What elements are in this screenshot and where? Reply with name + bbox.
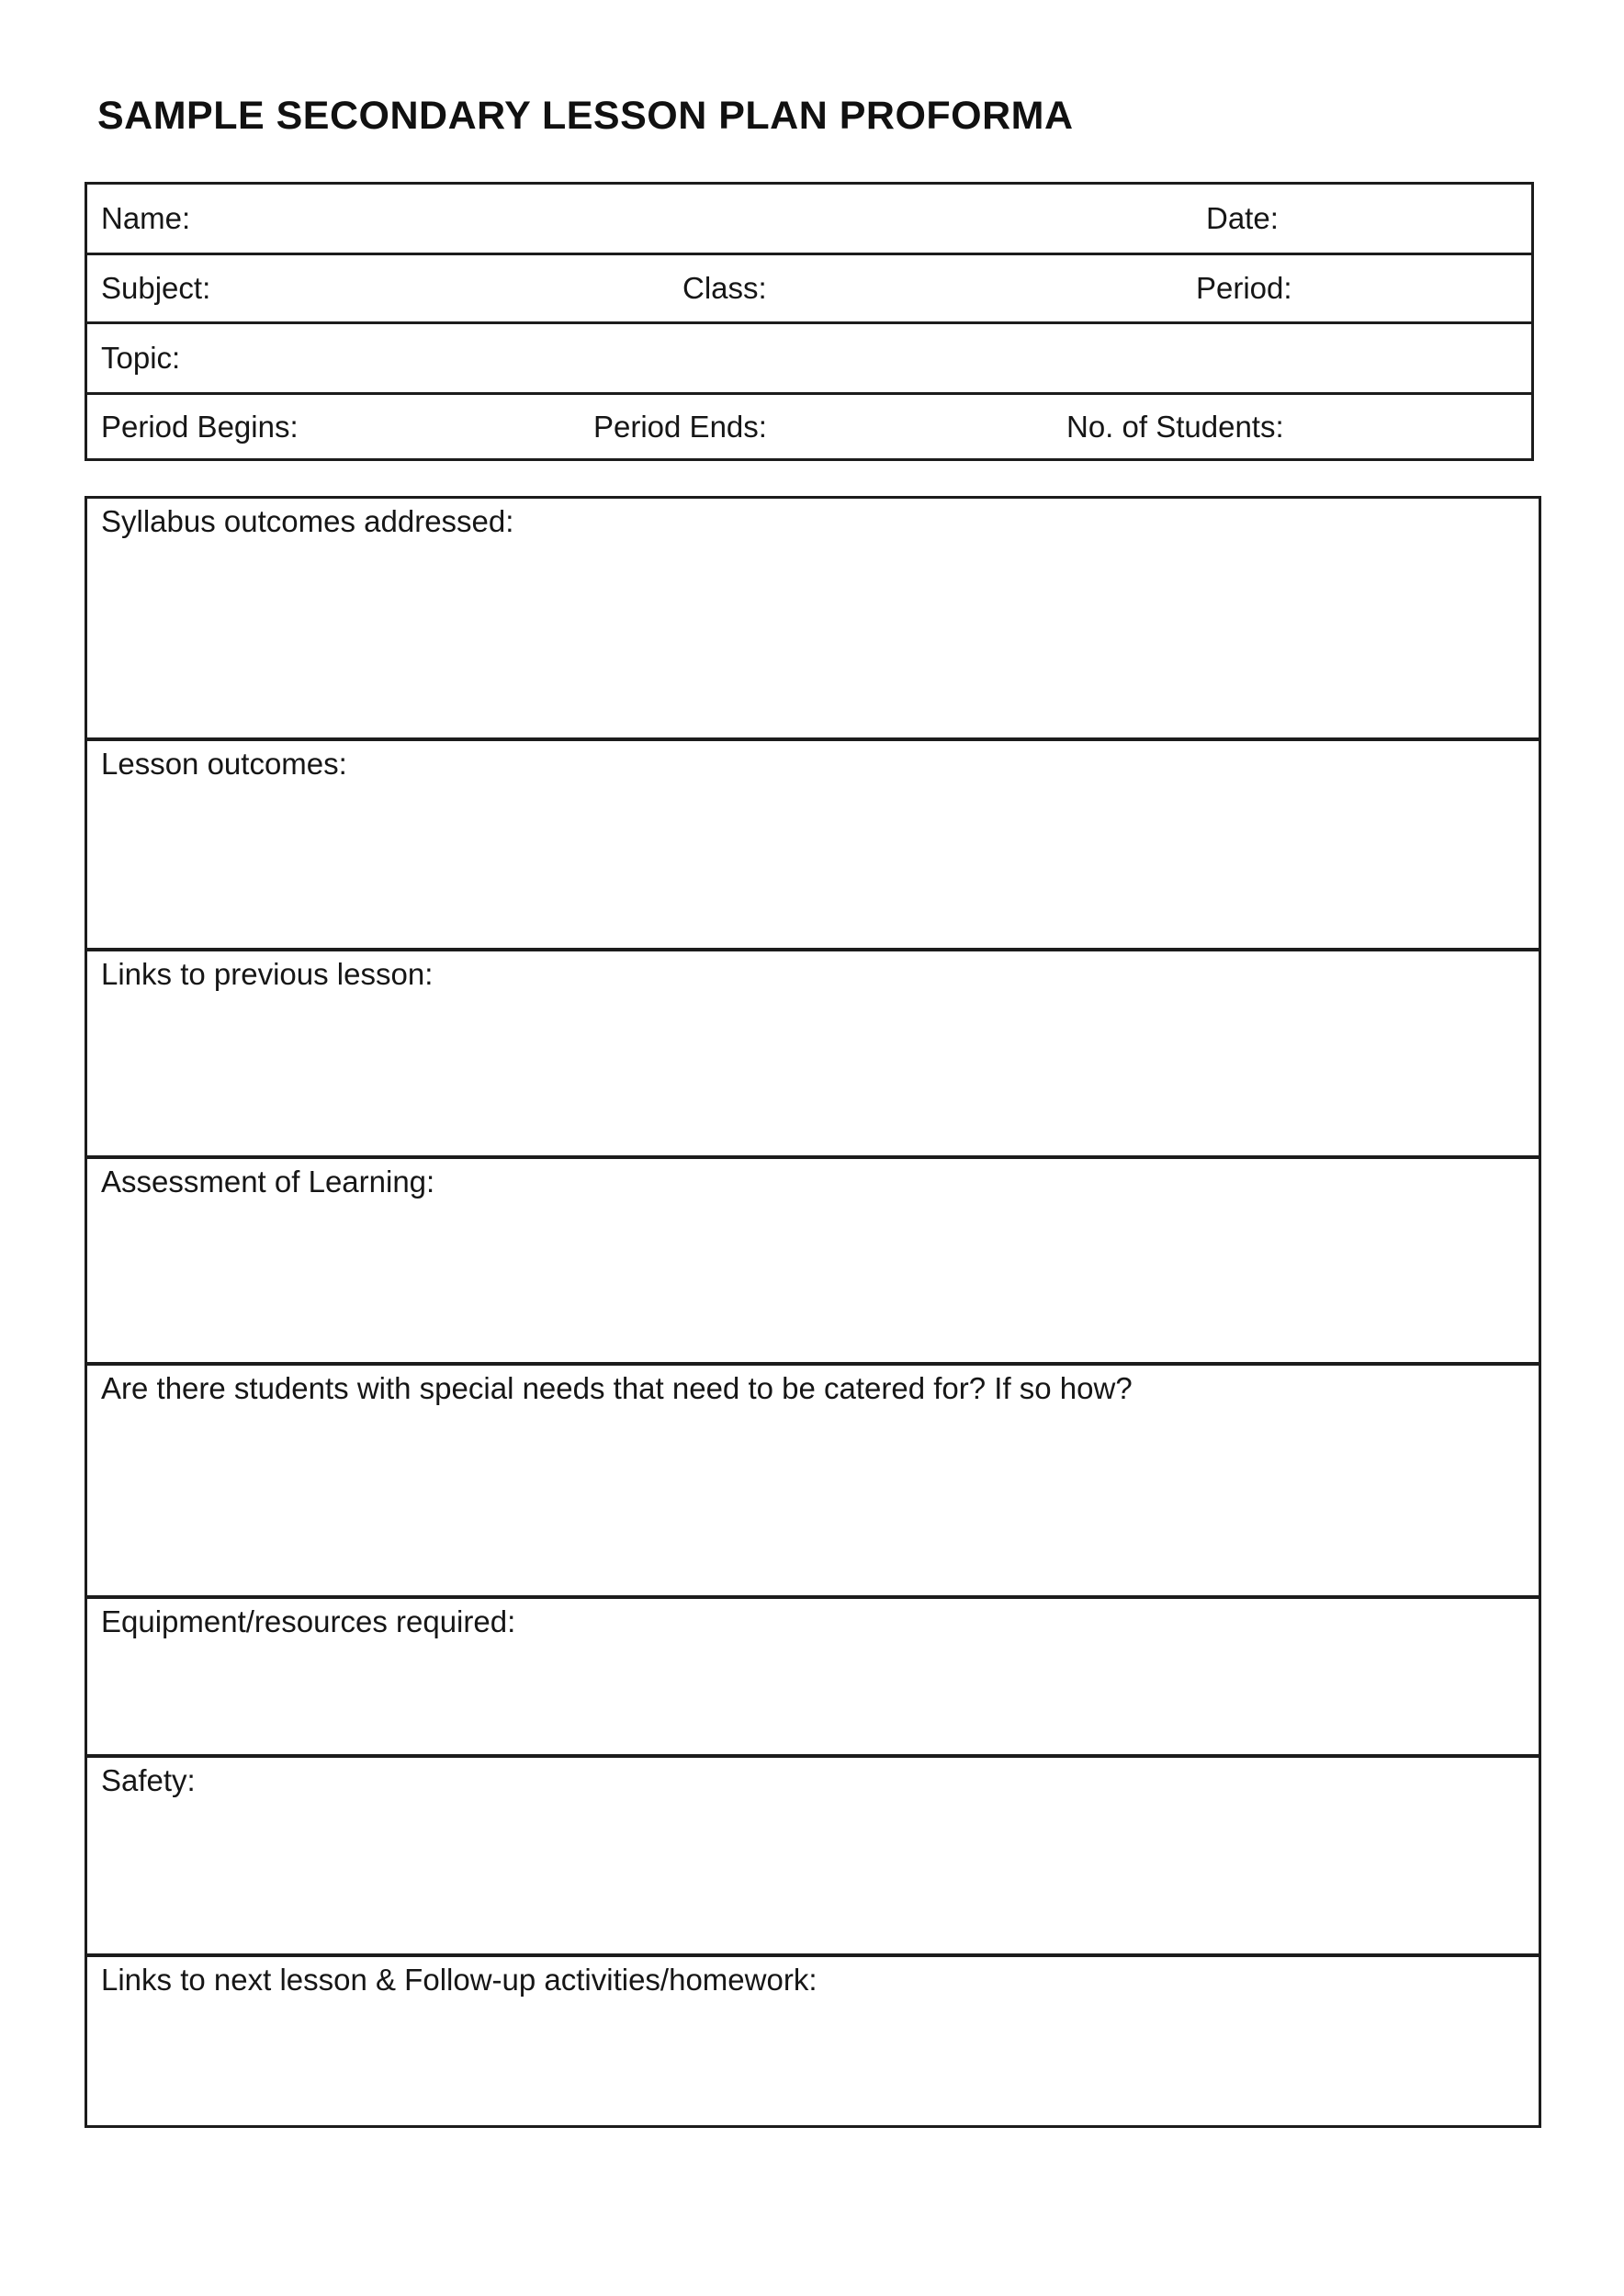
header-row-subject-class-period	[87, 253, 1531, 321]
num-students-label: No. of Students:	[1066, 409, 1284, 444]
equipment-resources-label: Equipment/resources required:	[101, 1604, 516, 1638]
links-previous-lesson-field[interactable]	[95, 999, 1531, 1148]
name-label: Name:	[101, 201, 191, 235]
sections-table	[85, 496, 1541, 2128]
header-table	[85, 182, 1534, 461]
section-syllabus-outcomes	[87, 499, 1539, 737]
lesson-outcomes-field[interactable]	[95, 789, 1531, 940]
links-previous-lesson-label: Links to previous lesson:	[101, 957, 434, 991]
date-label: Date:	[1206, 201, 1279, 235]
lesson-outcomes-label: Lesson outcomes:	[101, 747, 347, 781]
syllabus-outcomes-label: Syllabus outcomes addressed:	[101, 504, 514, 538]
special-needs-field[interactable]	[95, 1413, 1531, 1588]
period-begins-label: Period Begins:	[101, 409, 299, 444]
period-ends-label: Period Ends:	[593, 409, 767, 444]
section-assessment-of-learning	[87, 1155, 1539, 1362]
section-links-previous-lesson	[87, 948, 1539, 1155]
section-special-needs	[87, 1362, 1539, 1595]
topic-label: Topic:	[101, 341, 181, 375]
assessment-of-learning-field[interactable]	[95, 1207, 1531, 1355]
header-row-topic	[87, 321, 1531, 392]
section-lesson-outcomes	[87, 737, 1539, 948]
page-title: SAMPLE SECONDARY LESSON PLAN PROFORMA	[97, 94, 1074, 138]
subject-label: Subject:	[101, 271, 211, 305]
header-row-period-students	[87, 392, 1531, 458]
num-students-field[interactable]	[1293, 400, 1525, 453]
period-begins-field[interactable]	[308, 400, 583, 453]
assessment-of-learning-label: Assessment of Learning:	[101, 1165, 435, 1199]
period-field[interactable]	[1302, 261, 1525, 316]
section-links-next-lesson	[87, 1953, 1539, 2125]
class-field[interactable]	[776, 261, 1185, 316]
class-label: Class:	[682, 271, 767, 305]
name-field[interactable]	[202, 190, 1190, 247]
topic-field[interactable]	[193, 330, 1525, 387]
safety-label: Safety:	[101, 1763, 196, 1797]
links-next-lesson-field[interactable]	[95, 2005, 1531, 2118]
header-row-name-date	[87, 185, 1531, 253]
equipment-resources-field[interactable]	[95, 1647, 1531, 1747]
section-safety	[87, 1754, 1539, 1953]
syllabus-outcomes-field[interactable]	[95, 546, 1531, 730]
safety-field[interactable]	[95, 1806, 1531, 1946]
section-equipment-resources	[87, 1595, 1539, 1754]
links-next-lesson-label: Links to next lesson & Follow-up activities/homework:	[101, 1963, 818, 1997]
special-needs-label: Are there students with special needs that need to be catered for? If so how?	[101, 1371, 1133, 1405]
subject-field[interactable]	[220, 261, 671, 316]
period-label: Period:	[1196, 271, 1292, 305]
period-ends-field[interactable]	[778, 400, 1054, 453]
date-field[interactable]	[1286, 190, 1525, 247]
